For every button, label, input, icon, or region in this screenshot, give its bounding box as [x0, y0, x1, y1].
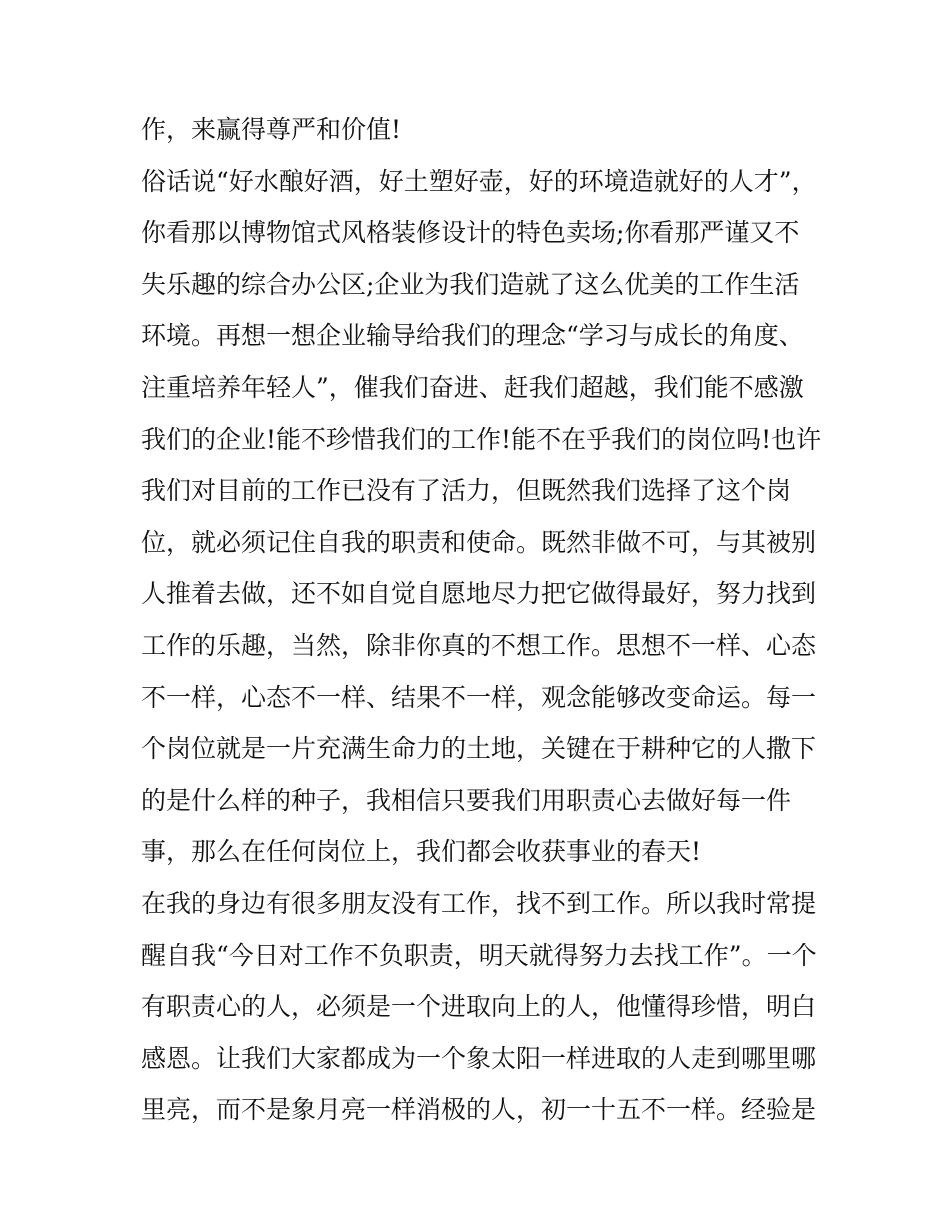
text-line: 位，就必须记住自我的职责和使命。既然非做不可，与其被别 [141, 527, 817, 557]
text-line: 工作的乐趣，当然，除非你真的不想工作。思想不一样、心态 [141, 630, 817, 660]
text-line: 环境。再想一想企业输导给我们的理念“学习与成长的角度、 [141, 321, 804, 351]
text-line: 我们的企业!能不珍惜我们的工作!能不在乎我们的岗位吗!也许 [141, 424, 822, 454]
text-line: 注重培养年轻人”，催我们奋进、赶我们超越，我们能不感激 [141, 372, 804, 402]
text-line: 人推着去做，还不如自觉自愿地尽力把它做得最好，努力找到 [141, 579, 817, 609]
text-line: 有职责心的人，必须是一个进取向上的人，他懂得珍惜，明白 [141, 992, 817, 1022]
text-line: 感恩。让我们大家都成为一个象太阳一样进取的人走到哪里哪 [141, 1043, 817, 1073]
text-line: 的是什么样的种子，我相信只要我们用职责心去做好每一件 [141, 785, 792, 815]
text-line: 俗话说“好水酿好酒，好土塑好壶，好的环境造就好的人才”， [141, 166, 817, 196]
text-line: 醒自我“今日对工作不负职责，明天就得努力去找工作”。一个 [141, 940, 817, 970]
text-line: 作，来赢得尊严和价值! [141, 115, 402, 144]
text-line: 里亮，而不是象月亮一样消极的人，初一十五不一样。经验是 [141, 1095, 817, 1125]
text-line: 我们对目前的工作已没有了活力，但既然我们选择了这个岗 [141, 476, 792, 506]
body-text [141, 104, 821, 1136]
text-line: 失乐趣的综合办公区;企业为我们造就了这么优美的工作生活 [141, 269, 800, 299]
text-line: 你看那以博物馆式风格装修设计的特色卖场;你看那严谨又不 [141, 218, 800, 248]
text-line: 在我的身边有很多朋友没有工作，找不到工作。所以我时常提 [141, 888, 817, 918]
text-line: 不一样，心态不一样、结果不一样，观念能够改变命运。每一 [141, 682, 817, 712]
text-line: 个岗位就是一片充满生命力的土地，关键在于耕种它的人撒下 [141, 734, 817, 764]
text-line: 事，那么在任何岗位上，我们都会收获事业的春天! [141, 837, 702, 867]
